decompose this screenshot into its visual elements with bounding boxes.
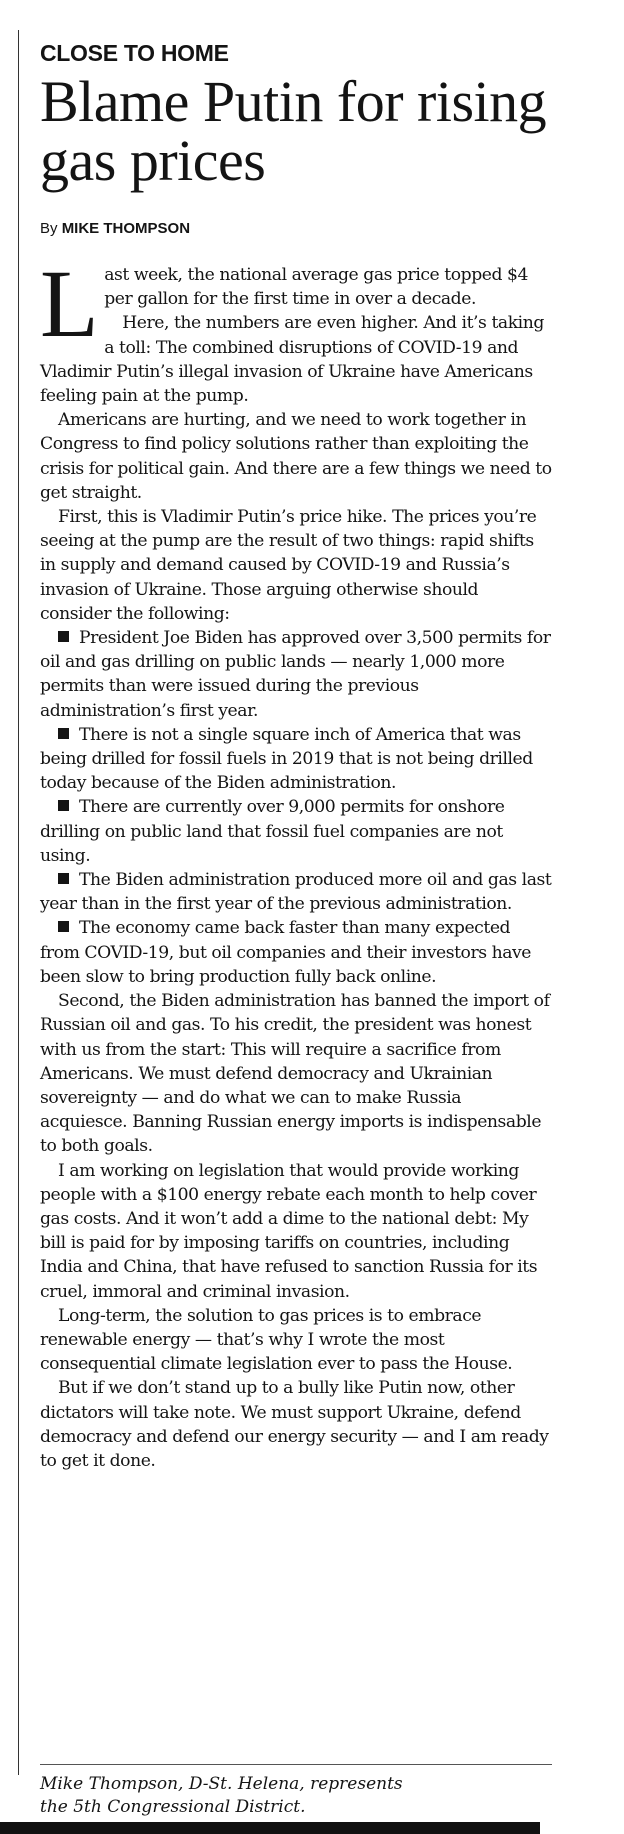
- bullet-text: The Biden administration produced more oil and gas last year than in the first year of the previous administration.: [40, 870, 552, 915]
- article-column: [40, 40, 552, 1473]
- headline: Blame Putin for rising gas prices: [40, 69, 547, 193]
- column-rule: [18, 30, 19, 1775]
- author-tagline: [40, 1773, 560, 1819]
- tagline-line-2: the 5th Congressional District.: [40, 1797, 306, 1817]
- bullet-text: There are currently over 9,000 permits for onshore drilling on public land that fossil fuel companies are not using.: [40, 797, 505, 866]
- page-bottom-bar: [0, 1822, 540, 1834]
- bullet-square-icon: [58, 631, 69, 642]
- bullet-square-icon: [58, 800, 69, 811]
- bullet-text: President Joe Biden has approved over 3,500 permits for oil and gas drilling on public lands — nearly 1,000 more permits than were issued during the previous administration’s first year.: [40, 628, 551, 721]
- bullet-text: The economy came back faster than many expected from COVID-19, but oil companies and their investors have been slow to bring production fully back online.: [40, 918, 531, 987]
- paragraph: But if we don’t stand up to a bully like Putin now, other dictators will take note. We must support Ukraine, defend democracy and defend our energy security — and I am ready to get it done.: [40, 1378, 549, 1471]
- paragraph: Second, the Biden administration has banned the import of Russian oil and gas. To his credit, the president was honest with us from the start: This will require a sacrifice from Americans. We must defend democracy and Ukrainian sovereignty — and do what we can to make Russia acquiesce. Banning Russian energy imports is indispensable to both goals.: [40, 991, 550, 1157]
- byline: [40, 220, 552, 237]
- bullet-square-icon: [58, 921, 69, 932]
- bullet-text: There is not a single square inch of America that was being drilled for fossil fuels in 2019 that is not being drilled today because of the Biden administration.: [40, 724, 533, 794]
- bullet-item: [40, 795, 552, 868]
- bullet-item: [40, 626, 552, 723]
- bullet-item: [40, 916, 552, 989]
- tagline-line-1: Mike Thompson, D-St. Helena, represents: [40, 1774, 403, 1794]
- tagline-divider: [40, 1764, 552, 1765]
- bullet-item: [40, 723, 552, 796]
- byline-prefix: By: [40, 220, 58, 237]
- bullet-item: [40, 868, 552, 916]
- paragraph: Americans are hurting, and we need to work together in Congress to find policy solutions rather than exploiting the crisis for political gain. And there are a few things we need to get straight.: [40, 410, 552, 503]
- author-name: MIKE THOMPSON: [61, 220, 191, 237]
- lead-text: ast week, the national average gas price topped $4 per gallon for the first time in over a decade.: [104, 265, 528, 310]
- paragraph: I am working on legislation that would provide working people with a $100 energy rebate each month to help cover gas costs. And it won’t add a dime to the national debt: My bill is paid for by imposing tariffs on countries, including India and China, that have refused to sanction Russia for its cruel, immoral and criminal invasion.: [40, 1160, 538, 1302]
- paragraph: First, this is Vladimir Putin’s price hike. The prices you’re seeing at the pump are the result of two things: rapid shifts in supply and demand caused by COVID-19 and Russia’s invasion of Ukraine. Those arguing otherwise should consider the following:: [40, 507, 537, 624]
- lead-paragraph: [40, 250, 552, 357]
- article-body: [40, 250, 552, 1473]
- bullet-square-icon: [58, 728, 69, 739]
- kicker: CLOSE TO HOME: [40, 40, 229, 66]
- drop-cap: L: [40, 250, 99, 357]
- paragraph: Here, the numbers are even higher. And it’s taking a toll: The combined disruptions of COVID-19 and Vladimir Putin’s illegal invasion of Ukraine have Americans feeling pain at the pump.: [40, 313, 544, 407]
- paragraph: Long-term, the solution to gas prices is to embrace renewable energy — that’s why I wrote the most consequential climate legislation ever to pass the House.: [40, 1305, 513, 1375]
- bullet-square-icon: [58, 873, 69, 884]
